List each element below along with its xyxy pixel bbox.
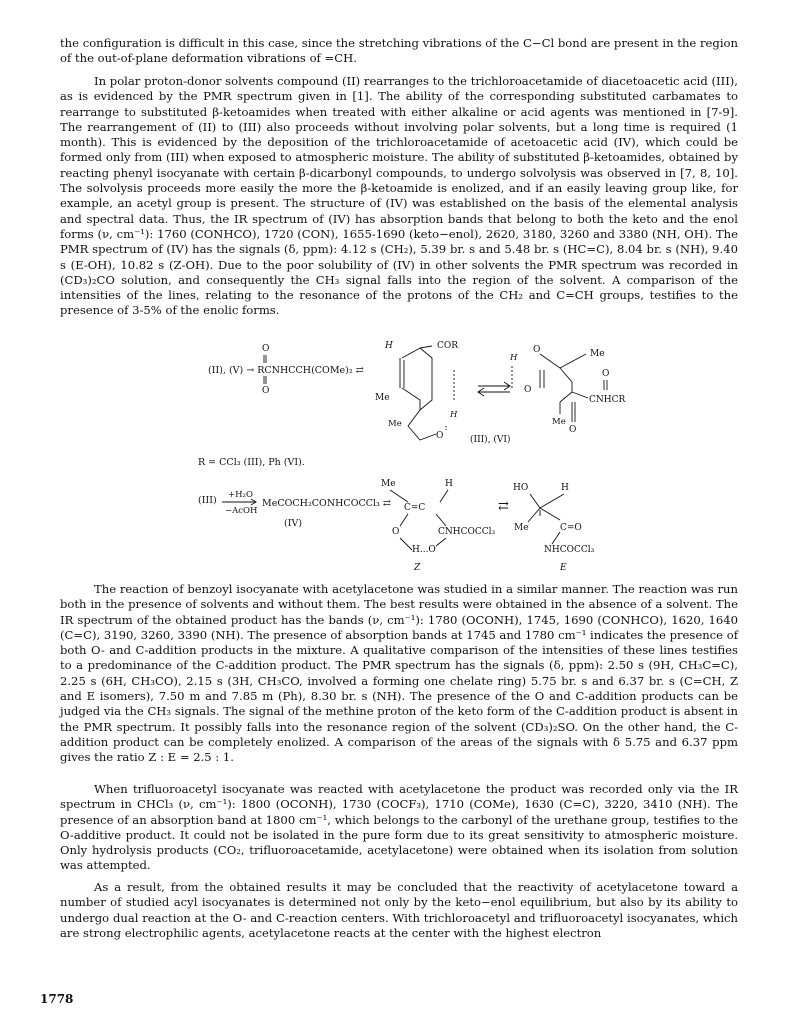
equation-2-label: (IV): [284, 518, 303, 529]
ring2-h: H: [510, 353, 518, 363]
ring2-o-bottom: O: [569, 425, 577, 435]
equation-2-product: MeCOCH₂CONHCOCCl₃ ⇄: [262, 498, 391, 509]
e-label: E: [560, 563, 567, 570]
ring2-me-top: Me: [590, 349, 605, 359]
ring2-o-left: O: [524, 385, 532, 395]
ring1-h2: H: [450, 410, 458, 420]
ring1-h: H: [385, 341, 393, 351]
z-h: H: [445, 479, 453, 489]
z-e-equilibrium: ⇄: [498, 499, 509, 514]
e-co: C=O: [560, 523, 582, 533]
reaction-scheme: [0, 330, 807, 570]
ring2-cnhcr: CNHCR: [589, 395, 626, 405]
paragraph-4: When trifluoroacetyl isocyanate was reacted with acetylacetone the product was recorded only via the IR spectrum in CHCl₃ (ν, cm⁻¹): 1800 (OCONH), 1730 (COCF₃), 1710 (COMe), 1630 (C=C), 3220, 3410 (NH). The presence of an absorption band at 1800 cm⁻¹, which belongs to the carbonyl of the urethane group, testifies to the O-additive product. It could not be isolated in the pure form due to its great sensitivity to atmospheric moisture. Only hydrolysis products (CO₂, trifluoroacetamide, acetylacetone) were obtained when its isolation from solution was attempted.: [60, 782, 738, 873]
paragraph-5: As a result, from the obtained results it may be concluded that the reactivity of acetylacetone toward a number of studied acyl isocyanates is determined not only by the keto−enol equilibrium, but also by its ability to undergo dual reaction at the O- and C-reaction centers. With trichloroacetyl and trifluoroacetyl isocyanates, which are strong electrophilic agents, acetylacetone reacts at the center with the highest electron: [60, 880, 738, 940]
paragraph-1: the configuration is difficult in this case, since the stretching vibrations of the C−Cl bond are present in the region of the out-of-plane deformation vibrations of =CH.: [60, 36, 738, 66]
carbonyl-o-bottom: O: [262, 386, 270, 396]
z-label: Z: [414, 563, 421, 570]
ring1-me-left: Me: [375, 393, 390, 403]
ring1-cor: COR: [437, 341, 459, 351]
paragraph-3: The reaction of benzoyl isocyanate with acetylacetone was studied in a similar manner. The reaction was run both in the presence of solvents and without them. The best results were obtained in the absence of a solvent. The IR spectrum of the obtained product has the bands (ν, cm⁻¹): 1780 (OCONH), 1745, 1690 (CONHCO), 1620, 1640 (C=C), 3190, 3260, 3390 (NH). The presence of absorption bands at 1745 and 1780 cm⁻¹ indicates the presence of both O- and C-addition products in the mixture. A qualitative comparison of the intensities of these lines testifies to a predominance of the C-addition product. The PMR spectrum has the signals (δ, ppm): 2.50 s (9H, CH₃C=C), 2.25 s (6H, CH₃CO), 2.15 s (3H, CH₃CO, involved a forming one chelate ring) 5.75 br. s and 6.37 br. s (C=CH, Z and E isomers), 7.50 m and 7.85 m (Ph), 8.30 br. s (NH). The presence of the O and C-addition products can be judged via the CH₃ signals. The signal of the methine proton of the keto form of the C-addition product is absent in the PMR spectrum. It possibly falls into the resonance region of the solvent (CD₃)₂SO. On the other hand, the C-addition product can be completely enolized. A comparison of the areas of the signals with δ 5.75 and 6.37 ppm gives the ratio Z : E = 2.5 : 1.: [60, 582, 738, 765]
z-me: Me: [381, 479, 396, 489]
e-nh: NHCOCCl₃: [544, 545, 595, 555]
e-ho: HO: [513, 483, 529, 493]
ring-label: (III), (VI): [470, 435, 511, 445]
ring1-me-bottom: Me: [388, 419, 402, 429]
page-number: 1778: [40, 992, 74, 1006]
e-me: Me: [514, 523, 529, 533]
paragraph-2: In polar proton-donor solvents compound (II) rearranges to the trichloroacetamide of diacetoacetic acid (III), as is evidenced by the PMR spectrum given in [1]. The ability of the corresponding substituted carbamates to rearrange to substituted β-ketoamides when treated with either alkaline or acid agents was mentioned in [7-9]. The rearrangement of (II) to (III) also proceeds without involving polar solvents, but a long time is required (1 month). This is evidenced by the deposition of the trichloroacetamide of acetoacetic acid (IV), which could be formed only from (III) when exposed to atmospheric moisture. The ability of substituted β-ketoamides, obtained by reacting phenyl isocyanate with certain β-dicarbonyl compounds, to undergo solvolysis was observed in [7, 8, 10]. The solvolysis proceeds more easily the more the β-ketoamide is enolized, and if an easily leaving group like, for example, an acetyl group is present. The structure of (IV) was established on the basis of the elemental analysis and spectral data. Thus, the IR spectrum of (IV) has absorption bands that belong to both the keto and the enol forms (ν, cm⁻¹): 1760 (CONHCO), 1720 (CON), 1655-1690 (keto−enol), 2620, 3180, 3260 and 3380 (NH, OH). The PMR spectrum of (IV) has the signals (δ, ppm): 4.12 s (CH₂), 5.39 br. s and 5.48 br. s (HC=C), 8.04 br. s (NH), 9.40 s (E-OH), 10.82 s (Z-OH). Due to the poor solubility of (IV) in other solvents the PMR spectrum was recorded in (CD₃)₂CO solution, and consequently the CH₃ signal falls into the region of the solvent. A comparison of the intensities of the lines, relating to the resonance of the protons of the CH₂ and C=CH groups, testifies to the presence of 3-5% of the enolic forms.: [60, 74, 738, 318]
equation-1-left: (II), (V) → RCNHCCH(COMe)₂ ⇄: [208, 365, 364, 376]
ring1-o: O: [436, 431, 444, 441]
z-o: O: [392, 527, 400, 537]
z-cc: C=C: [404, 503, 426, 513]
carbonyl-o-top: O: [262, 344, 270, 354]
ring2-o-carbonyl: O: [602, 369, 610, 379]
equation-2-start: (III): [198, 495, 217, 506]
ring2-me-bottom: Me: [552, 417, 566, 427]
r-definition: R = CCl₃ (III), Ph (VI).: [198, 457, 305, 468]
equation-2-reagent-top: +H₂O: [228, 490, 253, 500]
z-cnh: CNHCOCCl₃: [438, 527, 496, 537]
z-ho: H...O: [412, 545, 436, 555]
e-h: H: [561, 483, 569, 493]
equation-2-reagent-bottom: −AcOH: [225, 506, 258, 516]
ring2-o: O: [533, 345, 541, 355]
